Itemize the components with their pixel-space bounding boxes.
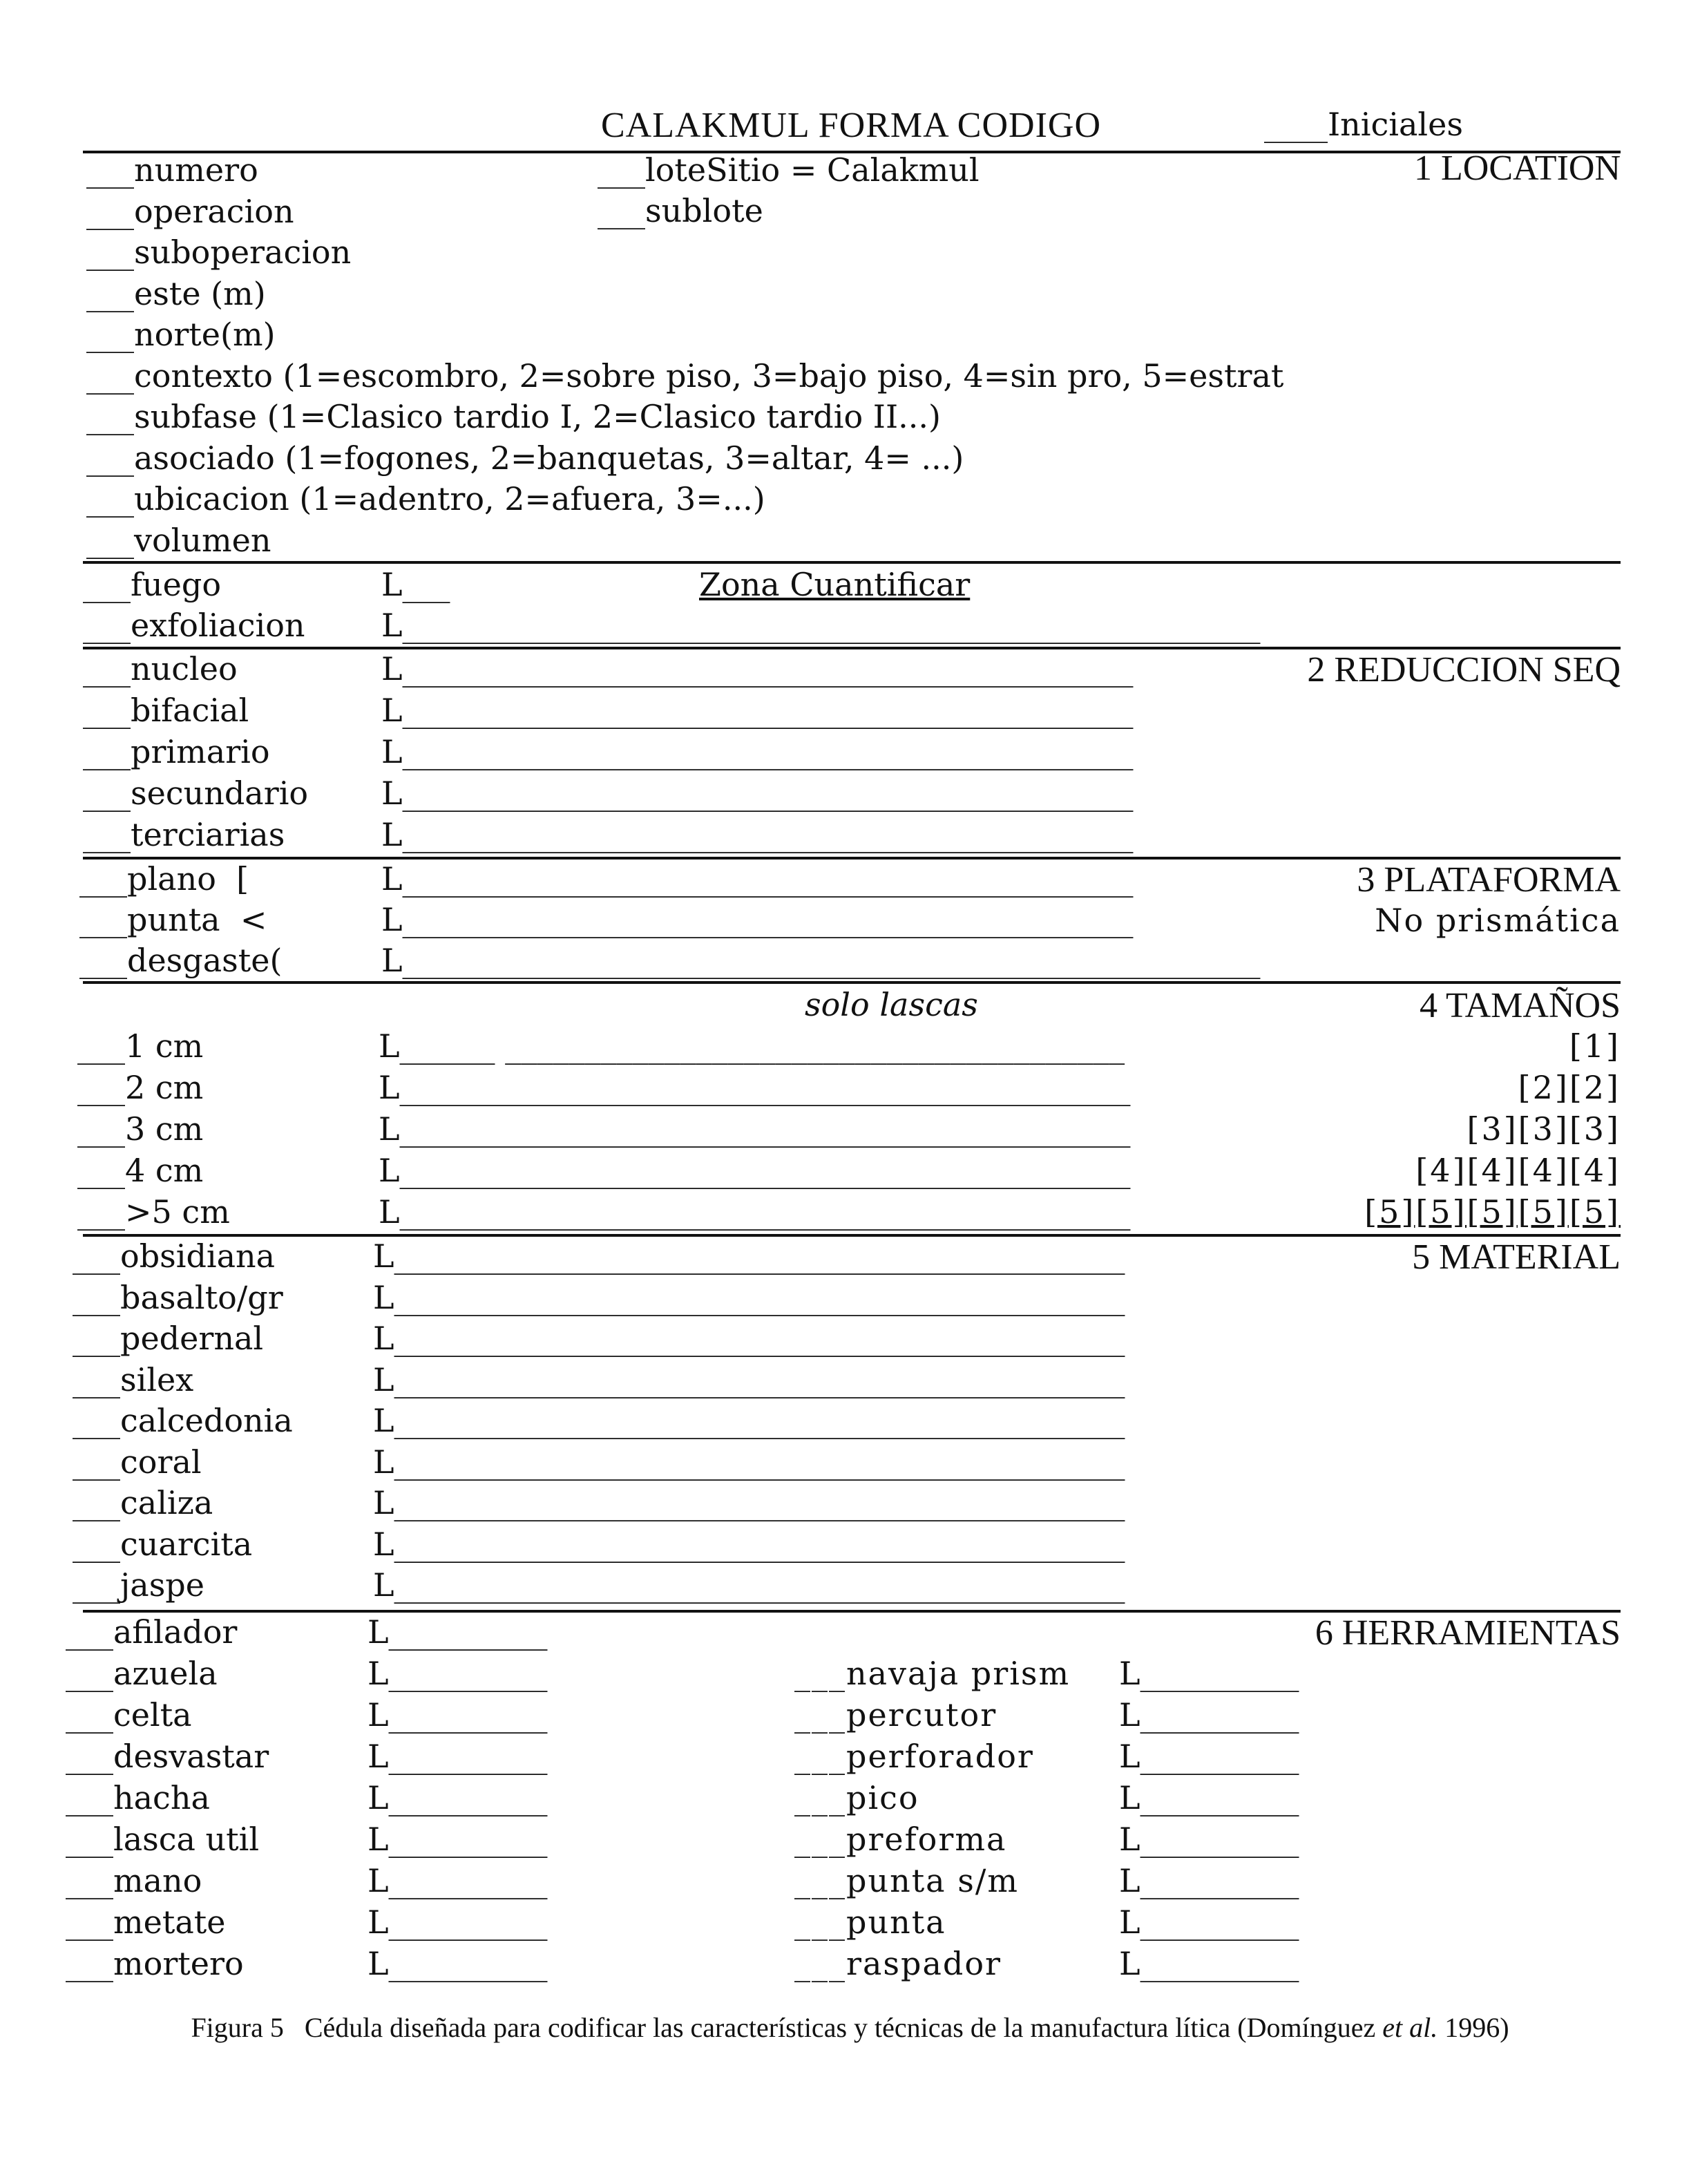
tamano-field-label[interactable]: ___3 cm	[77, 1110, 204, 1148]
zone-field-label[interactable]: ___exfoliacion	[83, 607, 305, 644]
tamano-boxes: [1]	[1569, 1027, 1621, 1065]
reduccion-field-label[interactable]: ___primario	[83, 733, 270, 770]
material-field-label[interactable]: ___cuarcita	[73, 1525, 253, 1563]
location-field[interactable]: ___ubicacion (1=adentro, 2=afuera, 3=...)	[86, 480, 765, 517]
herramienta-field-line[interactable]: L__________	[367, 1779, 548, 1816]
herramienta-field-line[interactable]: L__________	[1119, 1821, 1299, 1858]
material-field-line[interactable]: L______________________________________________	[373, 1278, 1125, 1316]
reduccion-field-line[interactable]: L______________________________________________	[381, 650, 1134, 687]
tamano-field-label[interactable]: ___4 cm	[77, 1152, 204, 1189]
tamano-boxes: [5][5][5][5][5]	[1364, 1193, 1621, 1231]
figure-caption	[0, 2011, 1700, 2045]
herramienta-field-line[interactable]: L__________	[367, 1821, 548, 1858]
plataforma-field-line[interactable]: L______________________________________________________	[381, 942, 1261, 979]
reduccion-field-label[interactable]: ___terciarias	[83, 816, 285, 853]
material-field-label[interactable]: ___calcedonia	[73, 1402, 293, 1439]
reduccion-field-label[interactable]: ___secundario	[83, 775, 309, 812]
herramienta-field-label[interactable]: ___navaja prism	[794, 1655, 1071, 1692]
herramienta-field-line[interactable]: L__________	[367, 1903, 548, 1941]
reduccion-field-label[interactable]: ___bifacial	[83, 692, 249, 729]
location-field[interactable]: ___norte(m)	[86, 316, 276, 353]
herramienta-field-line[interactable]: L__________	[367, 1945, 548, 1982]
herramienta-field-line[interactable]: L__________	[1119, 1655, 1299, 1692]
caption-etal: et al.	[1382, 2012, 1438, 2043]
herramienta-field-label[interactable]: ___azuela	[66, 1655, 218, 1692]
herramienta-field-line[interactable]: L__________	[1119, 1945, 1299, 1982]
tamano-field-line[interactable]: L______________________________________________	[379, 1193, 1131, 1231]
tamano-boxes: [4][4][4][4]	[1415, 1152, 1621, 1189]
material-field-label[interactable]: ___caliza	[73, 1484, 213, 1521]
form-title: CALAKMUL FORMA CODIGO	[601, 106, 1102, 145]
material-field-label[interactable]: ___basalto/gr	[73, 1278, 283, 1316]
location-field[interactable]: ___numero	[86, 151, 258, 189]
caption-text: Figura 5 Cédula diseñada para codificar las características y técnicas de la manufactura lítica (Domínguez	[191, 2012, 1383, 2043]
reduccion-field-line[interactable]: L______________________________________________	[381, 775, 1134, 812]
section-6-label: 6 HERRAMIENTAS	[1315, 1613, 1621, 1653]
material-field-line[interactable]: L______________________________________________	[373, 1525, 1125, 1563]
plataforma-field-label[interactable]: ___plano [	[79, 860, 249, 898]
zone-field-line[interactable]: L______________________________________________________	[381, 607, 1261, 644]
reduccion-field-label[interactable]: ___nucleo	[83, 650, 238, 687]
herramienta-field-label[interactable]: ___punta s/m	[794, 1862, 1019, 1899]
material-field-line[interactable]: L______________________________________________	[373, 1443, 1125, 1481]
location-field[interactable]: ___suboperacion	[86, 234, 352, 271]
reduccion-field-line[interactable]: L______________________________________________	[381, 816, 1134, 853]
tamano-field-label[interactable]: ___1 cm	[77, 1027, 204, 1065]
herramienta-field-line[interactable]: L__________	[367, 1613, 548, 1651]
herramienta-field-line[interactable]: L__________	[1119, 1862, 1299, 1899]
location-field[interactable]: ___asociado (1=fogones, 2=banquetas, 3=altar, 4= ...)	[86, 439, 964, 477]
reduccion-field-line[interactable]: L______________________________________________	[381, 733, 1134, 770]
herramienta-field-label[interactable]: ___pico	[794, 1779, 919, 1816]
herramienta-field-line[interactable]: L__________	[1119, 1779, 1299, 1816]
tamano-field-label[interactable]: ___>5 cm	[77, 1193, 230, 1231]
herramienta-field-line[interactable]: L__________	[367, 1655, 548, 1692]
material-field-label[interactable]: ___jaspe	[73, 1566, 204, 1604]
material-field-label[interactable]: ___pedernal	[73, 1320, 264, 1357]
material-field-line[interactable]: L______________________________________________	[373, 1566, 1125, 1604]
section-2-label: 2 REDUCCION SEQ	[1307, 650, 1621, 690]
plataforma-field-label[interactable]: ___desgaste(	[79, 942, 283, 979]
location-field[interactable]: ___operacion	[86, 192, 294, 230]
location-field[interactable]: ___contexto (1=escombro, 2=sobre piso, 3=bajo piso, 4=sin pro, 5=estrat	[86, 357, 1284, 395]
herramienta-field-label[interactable]: ___percutor	[794, 1696, 997, 1734]
plataforma-field-line[interactable]: L______________________________________________	[381, 860, 1134, 898]
section-4-note: solo lascas	[805, 986, 978, 1023]
initials-field[interactable]: ____Iniciales	[1264, 106, 1463, 143]
tamano-boxes: [2][2]	[1518, 1069, 1621, 1106]
herramienta-field-label[interactable]: ___afilador	[66, 1613, 238, 1651]
section-4-label: 4 TAMAÑOS	[1419, 986, 1621, 1025]
plataforma-field-line[interactable]: L______________________________________________	[381, 901, 1134, 938]
reduccion-field-line[interactable]: L______________________________________________	[381, 692, 1134, 729]
material-field-label[interactable]: ___coral	[73, 1443, 202, 1481]
caption-year: 1996)	[1438, 2012, 1509, 2043]
material-field-line[interactable]: L______________________________________________	[373, 1237, 1125, 1275]
section-1-label: 1 LOCATION	[1414, 149, 1621, 188]
herramienta-field-label[interactable]: ___lasca util	[66, 1821, 260, 1858]
herramienta-field-label[interactable]: ___mano	[66, 1862, 202, 1899]
location-field[interactable]: ___volumen	[86, 521, 271, 559]
herramienta-field-label[interactable]: ___desvastar	[66, 1738, 269, 1775]
plataforma-field-label[interactable]: ___punta <	[79, 901, 267, 938]
tamano-field-label[interactable]: ___2 cm	[77, 1069, 204, 1106]
herramienta-field-label[interactable]: ___mortero	[66, 1945, 244, 1982]
herramienta-field-line[interactable]: L__________	[367, 1696, 548, 1734]
herramienta-field-line[interactable]: L__________	[367, 1862, 548, 1899]
location-field[interactable]: ___subfase (1=Clasico tardio I, 2=Clasico tardio II...)	[86, 398, 941, 435]
zone-field-label[interactable]: ___fuego	[83, 566, 222, 603]
section-5-label: 5 MATERIAL	[1412, 1237, 1621, 1277]
herramienta-field-label[interactable]: ___metate	[66, 1903, 226, 1941]
section-3-label: 3 PLATAFORMA	[1357, 860, 1621, 900]
rule-after-location	[83, 561, 1621, 564]
material-field-label[interactable]: ___obsidiana	[73, 1237, 276, 1275]
location-field[interactable]: ___este (m)	[86, 274, 266, 312]
tamano-field-line[interactable]: L______________________________________________	[379, 1069, 1131, 1106]
herramienta-field-line[interactable]: L__________	[367, 1738, 548, 1775]
tamano-boxes: [3][3][3]	[1467, 1110, 1621, 1148]
lote-sitio-field[interactable]: ___loteSitio = Calakmul	[598, 151, 980, 189]
tamano-field-line[interactable]: L______________________________________________	[379, 1110, 1131, 1148]
herramienta-field-label[interactable]: ___celta	[66, 1696, 192, 1734]
material-field-label[interactable]: ___silex	[73, 1360, 194, 1398]
herramienta-field-label[interactable]: ___hacha	[66, 1779, 210, 1816]
material-field-line[interactable]: L______________________________________________	[373, 1484, 1125, 1521]
herramienta-field-line[interactable]: L__________	[1119, 1696, 1299, 1734]
herramienta-field-label[interactable]: ___perforador	[794, 1738, 1034, 1775]
rule-after-plataforma	[83, 981, 1621, 984]
herramienta-field-label[interactable]: ___punta	[794, 1903, 946, 1941]
sublote-field[interactable]: ___sublote	[598, 192, 763, 229]
material-field-line[interactable]: L______________________________________________	[373, 1320, 1125, 1357]
zone-field-line[interactable]: L___	[381, 566, 450, 603]
herramienta-field-label[interactable]: ___raspador	[794, 1945, 1002, 1982]
material-field-line[interactable]: L______________________________________________	[373, 1402, 1125, 1439]
herramienta-field-line[interactable]: L__________	[1119, 1903, 1299, 1941]
tamano-field-line[interactable]: L______ _______________________________________	[379, 1027, 1125, 1065]
section-3-sublabel: No prismática	[1375, 902, 1621, 939]
herramienta-field-label[interactable]: ___preforma	[794, 1821, 1007, 1858]
tamano-field-line[interactable]: L______________________________________________	[379, 1152, 1131, 1189]
zone-title: Zona Cuantificar	[699, 566, 971, 603]
herramienta-field-line[interactable]: L__________	[1119, 1738, 1299, 1775]
material-field-line[interactable]: L______________________________________________	[373, 1360, 1125, 1398]
